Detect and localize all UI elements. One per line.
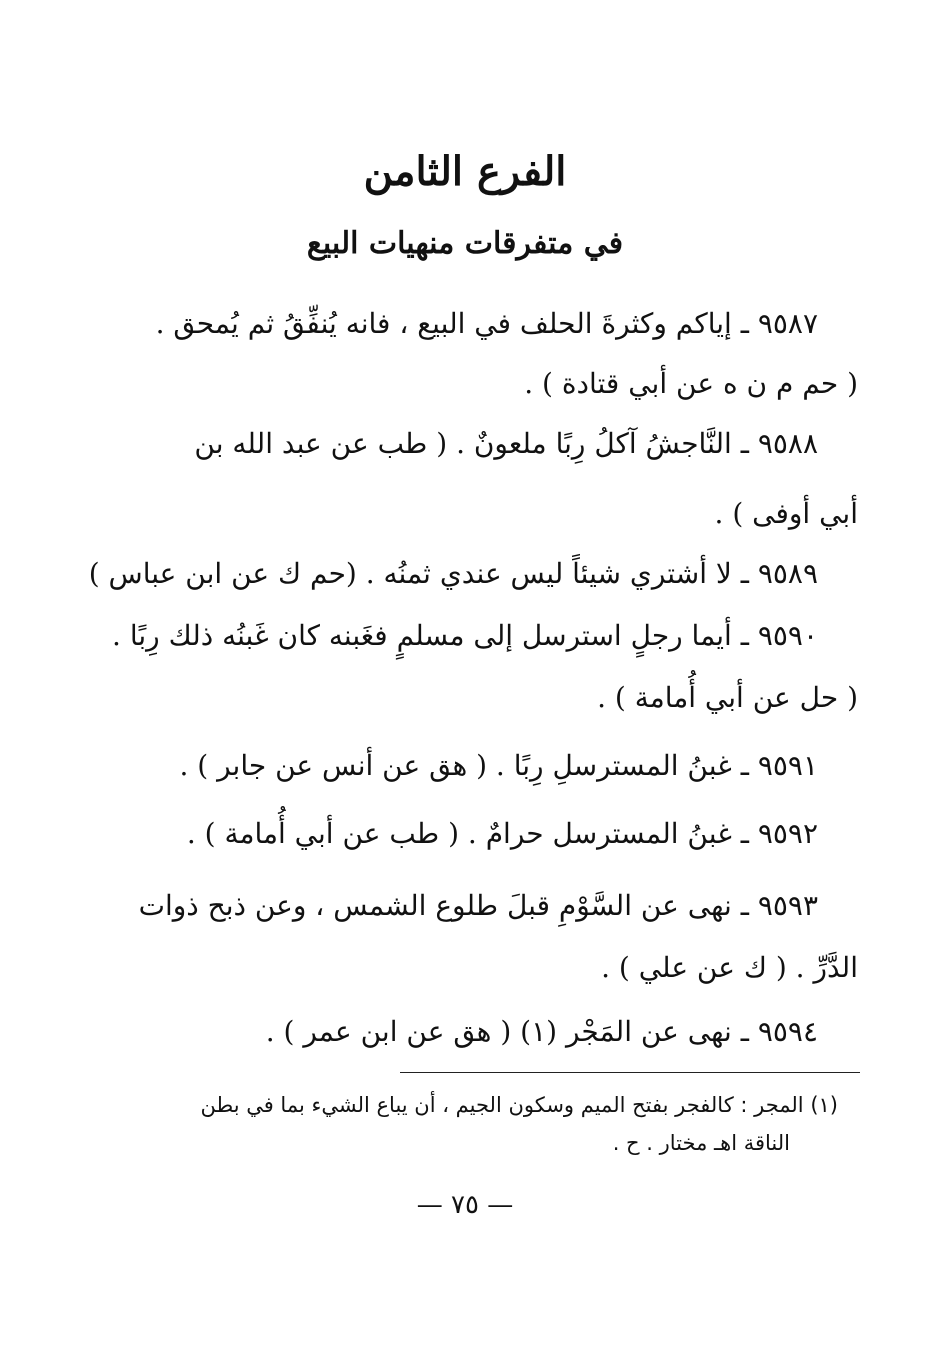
hadith-line: ٩٥٨٨ ـ النَّاجشُ آكلُ رِبًا ملعونٌ . ( طب عن عبد الله بن — [194, 427, 818, 460]
hadith-line: أبي أوفى ) . — [714, 497, 858, 530]
footnote-line: الناقة اهـ مختار . ح . — [612, 1131, 790, 1155]
hadith-line: ٩٥٩٤ ـ نهى عن المَجْر (١) ( هق عن ابن عمر ) . — [265, 1015, 818, 1048]
hadith-line: ( حم م ن ه عن أبي قتادة ) . — [524, 367, 858, 400]
chapter-heading: الفرع الثامن — [363, 148, 567, 195]
footnote-line: (١) المجر : كالفجر بفتح الميم وسكون الجيم ، أن يباع الشيء بما في بطن — [200, 1093, 838, 1117]
hadith-line: ٩٥٩٠ ـ أيما رجلٍ استرسل إلى مسلمٍ فغَبنه كان غَبنُه ذلك رِبًا . — [112, 619, 818, 652]
hadith-line: ٩٥٨٧ ـ إياكم وكثرةَ الحلف في البيع ، فانه يُنفِّقُ ثم يُمحق . — [155, 307, 818, 340]
hadith-line: ٩٥٩٣ ـ نهى عن السَّوْمِ قبلَ طلوع الشمس ، وعن ذبح ذوات — [138, 889, 818, 922]
hadith-line: ٩٥٨٩ ـ لا أشتري شيئاً ليس عندي ثمنُه . (حم ك عن ابن عباس ) — [88, 557, 818, 590]
hadith-line: ٩٥٩١ ـ غبنُ المسترسلِ رِبًا . ( هق عن أنس عن جابر ) . — [179, 749, 818, 782]
footnote-divider — [400, 1072, 860, 1073]
hadith-line: ٩٥٩٢ ـ غبنُ المسترسل حرامٌ . ( طب عن أبي أُمامة ) . — [186, 817, 818, 850]
page-number: — ٧٥ — — [416, 1190, 514, 1220]
chapter-subheading: في متفرقات منهيات البيع — [306, 226, 624, 261]
hadith-line: ( حل عن أبي أُمامة ) . — [597, 681, 858, 714]
hadith-line: الدَّرِّ . ( ك عن علي ) . — [601, 951, 858, 984]
